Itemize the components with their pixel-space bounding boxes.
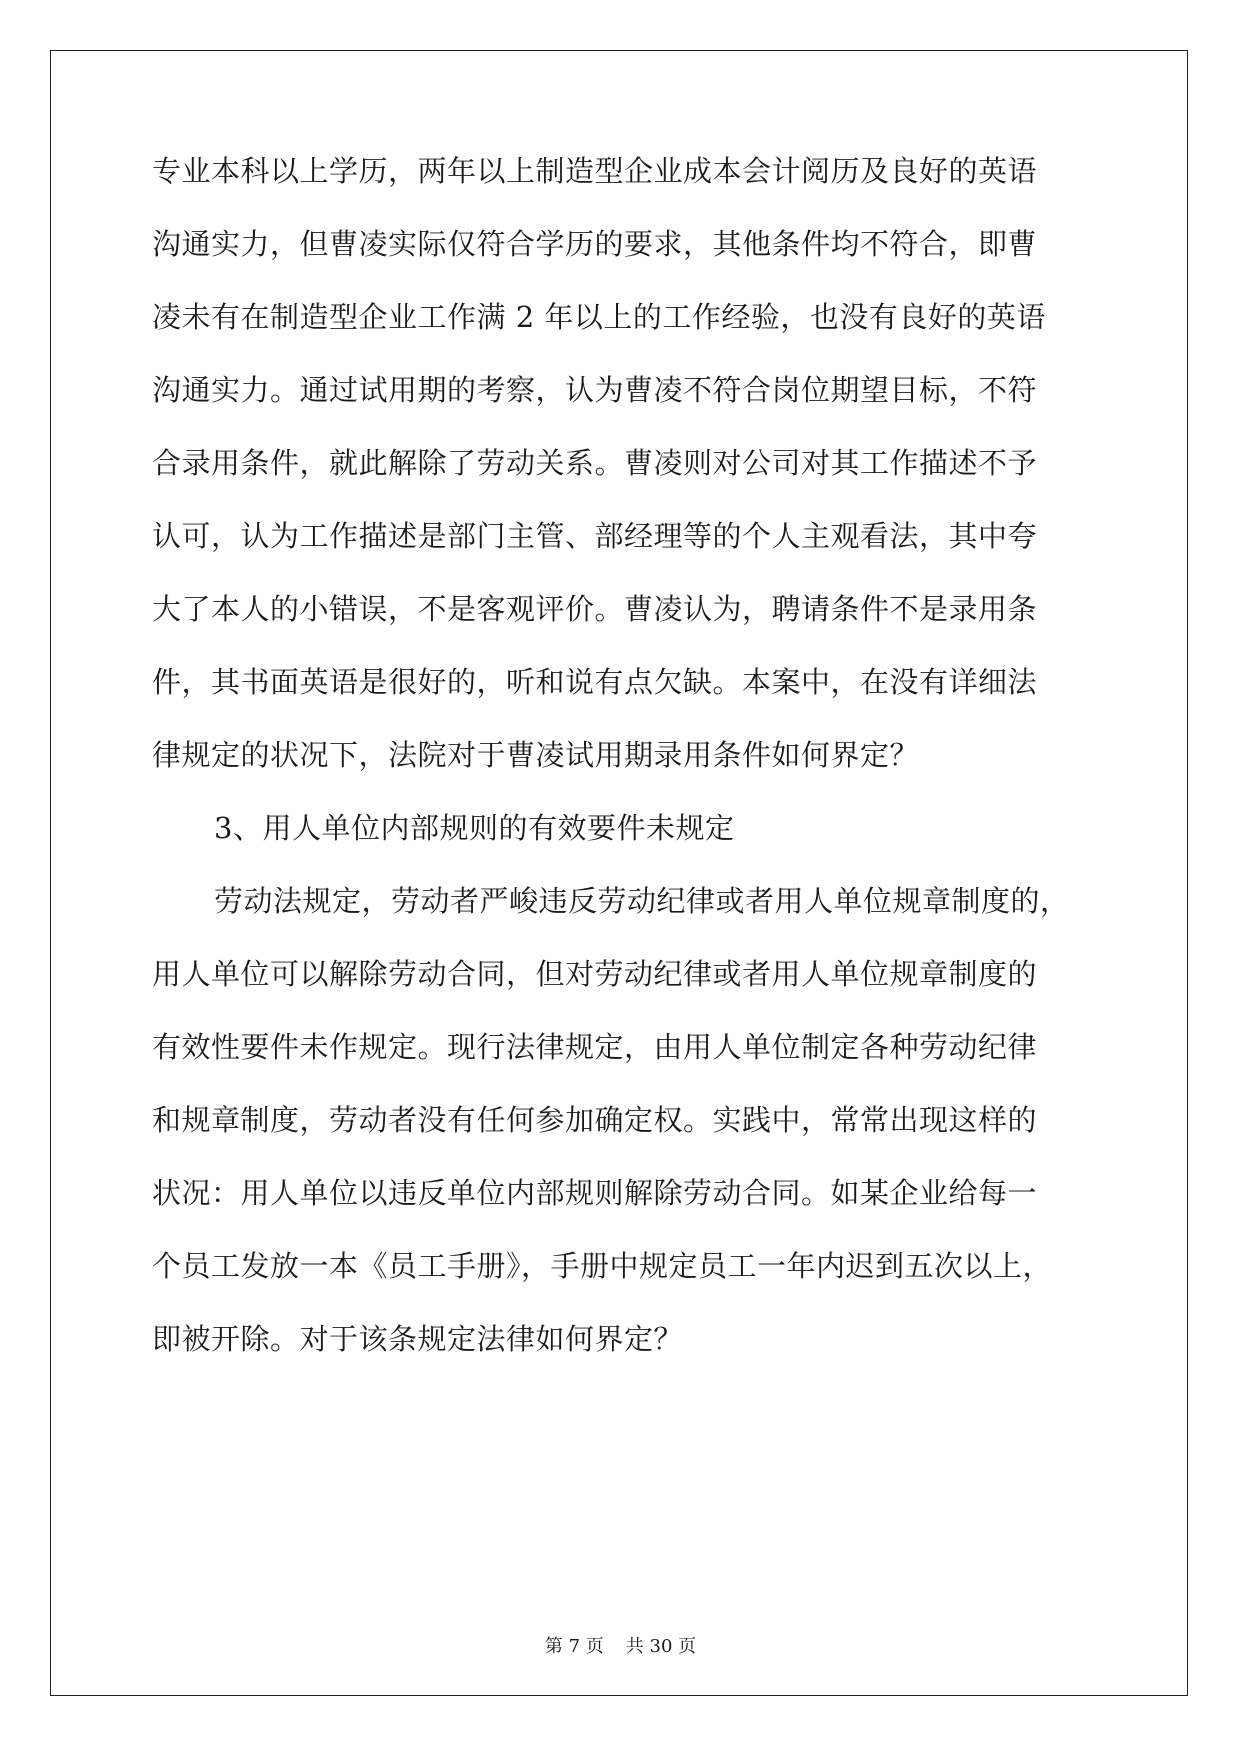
body-text-line: 认可，认为工作描述是部门主管、部经理等的个人主观看法，其中夸 bbox=[152, 519, 1038, 553]
body-text-line: 沟通实力。通过试用期的考察，认为曹凌不符合岗位期望目标，不符 bbox=[152, 373, 1038, 407]
body-text-line: 和规章制度，劳动者没有任何参加确定权。实践中，常常出现这样的 bbox=[152, 1103, 1038, 1137]
page-number: 第 7 页 bbox=[544, 1636, 604, 1657]
body-text-line: 凌未有在制造型企业工作满 2 年以上的工作经验，也没有良好的英语 bbox=[152, 300, 1046, 334]
page-footer bbox=[0, 1635, 1241, 1659]
section-heading: 3、用人单位内部规则的有效要件未规定 bbox=[214, 811, 735, 845]
body-text-line: 律规定的状况下，法院对于曹凌试用期录用条件如何界定？ bbox=[152, 738, 920, 772]
page-total: 共 30 页 bbox=[625, 1636, 697, 1657]
body-text-line: 劳动法规定，劳动者严峻违反劳动纪律或者用人单位规章制度的， bbox=[214, 884, 1070, 918]
body-text-line: 专业本科以上学历，两年以上制造型企业成本会计阅历及良好的英语 bbox=[152, 154, 1038, 188]
body-text-line: 有效性要件未作规定。现行法律规定，由用人单位制定各种劳动纪律 bbox=[152, 1030, 1038, 1064]
body-text-line: 状况：用人单位以违反单位内部规则解除劳动合同。如某企业给每一 bbox=[152, 1176, 1038, 1210]
body-text-line: 大了本人的小错误，不是客观评价。曹凌认为，聘请条件不是录用条 bbox=[152, 592, 1038, 626]
body-text-line: 即被开除。对于该条规定法律如何界定？ bbox=[152, 1322, 684, 1356]
body-text-line: 件，其书面英语是很好的，听和说有点欠缺。本案中，在没有详细法 bbox=[152, 665, 1038, 699]
body-text-line: 沟通实力，但曹凌实际仅符合学历的要求，其他条件均不符合，即曹 bbox=[152, 227, 1038, 261]
body-text-line: 合录用条件，就此解除了劳动关系。曹凌则对公司对其工作描述不予 bbox=[152, 446, 1038, 480]
body-text-line: 个员工发放一本《员工手册》，手册中规定员工一年内迟到五次以上， bbox=[152, 1249, 1053, 1283]
body-text-line: 用人单位可以解除劳动合同，但对劳动纪律或者用人单位规章制度的 bbox=[152, 957, 1038, 991]
